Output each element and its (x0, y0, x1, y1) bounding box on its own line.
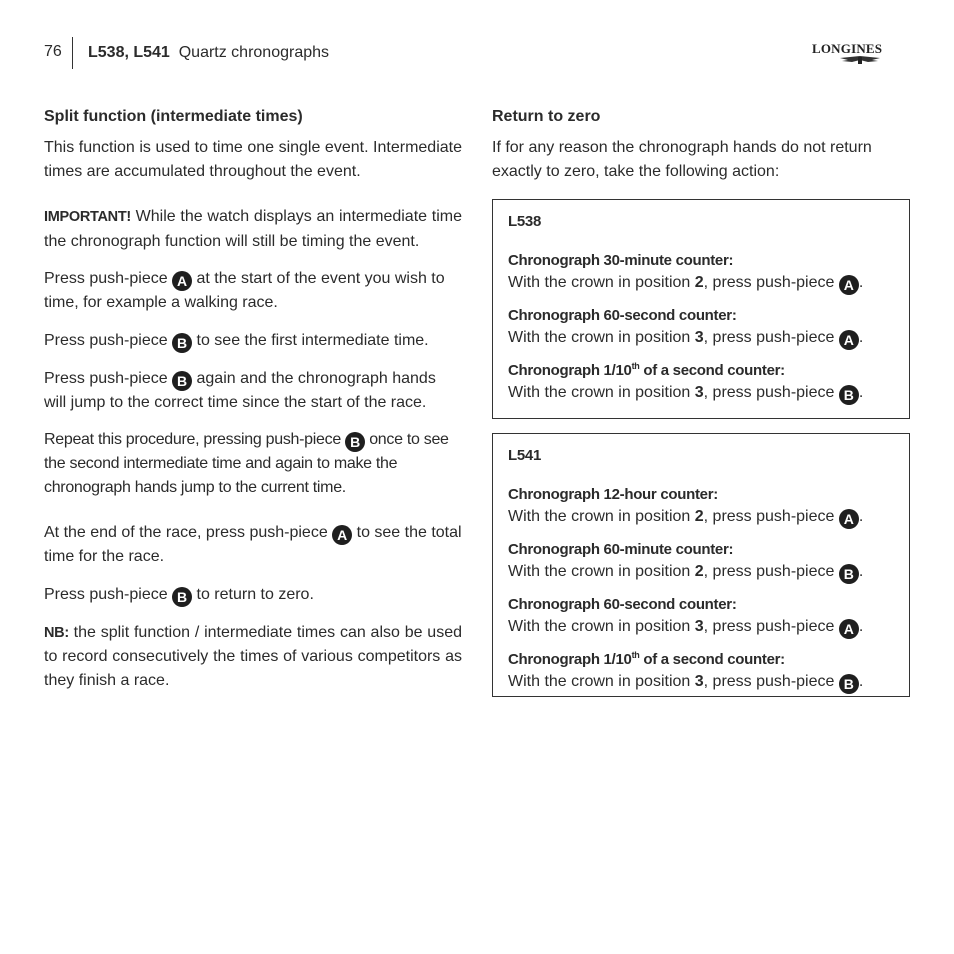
l541-box (492, 433, 910, 697)
counter-instruction: With the crown in position 3, press push-piece A . (508, 329, 864, 348)
counter-title: Chronograph 60-minute counter: (508, 541, 734, 558)
step-6 (44, 583, 462, 607)
header-title (88, 44, 329, 62)
brand-logo (812, 41, 908, 67)
counter-entry (508, 301, 894, 350)
nb-paragraph (44, 621, 462, 693)
step-1 (44, 267, 462, 315)
push-piece-b-icon: B (172, 371, 192, 391)
push-piece-b-icon: B (172, 333, 192, 353)
counter-title: Chronograph 1/10th of a second counter: (508, 361, 785, 379)
push-piece-a-icon: A (332, 525, 352, 545)
important-text: While the watch displays an intermediate time the chronograph function will still be timing the event. (44, 208, 462, 250)
step-6-text-end: to return to zero. (192, 585, 314, 603)
important-paragraph (44, 205, 462, 253)
counter-instruction: With the crown in position 3, press push-piece A . (508, 618, 864, 637)
header-subtitle: Quartz chronographs (178, 44, 330, 61)
step-3-text-end: again and the chronograph hands will jump to the correct time since the start of the race. (44, 369, 436, 411)
brand-logo-text: LONGINES (812, 41, 883, 56)
counter-title: Chronograph 30-minute counter: (508, 252, 734, 269)
push-piece-icon: A (839, 619, 859, 639)
step-4 (44, 428, 462, 499)
section-heading-split: Split function (intermediate times) (44, 108, 303, 125)
counter-instruction: With the crown in position 2, press push-piece A . (508, 508, 864, 527)
push-piece-icon: B (839, 674, 859, 694)
counter-entry (508, 645, 894, 694)
push-piece-a-icon: A (172, 271, 192, 291)
step-1-text: Press push-piece (44, 270, 173, 287)
step-4-text: Repeat this procedure, pressing push-piece (44, 431, 346, 448)
page-number: 76 (44, 43, 62, 60)
counter-title: Chronograph 60-second counter: (508, 596, 737, 613)
counter-entry (508, 590, 894, 639)
return-to-zero-section (492, 106, 910, 692)
step-4-text-end: once to see the second intermediate time and again to make the chronograph hands jump to the current time. (44, 431, 449, 496)
box-model-label: L538 (508, 213, 541, 230)
return-intro: If for any reason the chronograph hands do not return exactly to zero, take the following action: (492, 139, 872, 180)
step-5-text: At the end of the race, press push-piece (44, 524, 333, 541)
counter-instruction: With the crown in position 2, press push-piece B . (508, 563, 864, 582)
step-5-text-end: to see the total time for the race. (44, 524, 462, 565)
winged-hourglass-icon (838, 55, 882, 65)
counter-entry (508, 535, 894, 584)
split-intro: This function is used to time one single event. Intermediate times are accumulated throughout the event. (44, 139, 462, 180)
counter-title: Chronograph 12-hour counter: (508, 486, 718, 503)
step-5 (44, 521, 462, 569)
step-2-text-end: to see the first intermediate time. (192, 331, 429, 349)
step-2-text: Press push-piece (44, 331, 173, 349)
counter-instruction: With the crown in position 3, press push-piece B . (508, 673, 864, 692)
counter-entry (508, 246, 894, 295)
push-piece-icon: A (839, 509, 859, 529)
push-piece-b-icon: B (172, 587, 192, 607)
counter-instruction: With the crown in position 2, press push-piece A . (508, 274, 864, 293)
section-heading-return: Return to zero (492, 108, 601, 125)
box-model-label: L541 (508, 447, 541, 464)
step-2 (44, 329, 462, 353)
l538-box (492, 199, 910, 419)
step-6-text: Press push-piece (44, 585, 173, 603)
nb-label: NB: (44, 624, 69, 641)
push-piece-icon: A (839, 275, 859, 295)
push-piece-icon: B (839, 385, 859, 405)
split-function-section (44, 106, 462, 692)
box-entries (508, 480, 894, 694)
step-3 (44, 367, 462, 415)
nb-text: the split function / intermediate times can also be used to record consecutively the times of various competitors as they finish a race. (44, 623, 462, 689)
important-label: IMPORTANT! (44, 209, 131, 225)
counter-entry (508, 356, 894, 405)
box-entries (508, 246, 894, 405)
counter-instruction: With the crown in position 3, press push-piece B . (508, 384, 864, 403)
counter-entry (508, 480, 894, 529)
header-divider (72, 37, 73, 69)
counter-title: Chronograph 1/10th of a second counter: (508, 650, 785, 668)
header-models: L538, L541 (88, 44, 170, 61)
step-3-text: Press push-piece (44, 369, 173, 387)
push-piece-b-icon: B (345, 432, 365, 452)
step-1-text-end: at the start of the event you wish to time, for example a walking race. (44, 270, 445, 311)
counter-title: Chronograph 60-second counter: (508, 307, 737, 324)
push-piece-icon: A (839, 330, 859, 350)
push-piece-icon: B (839, 564, 859, 584)
